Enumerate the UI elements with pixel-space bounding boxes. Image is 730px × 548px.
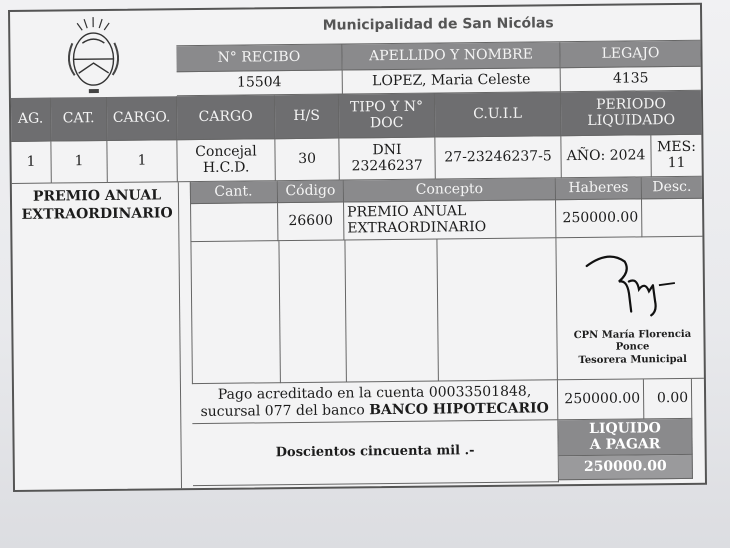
item-haberes: 250000.00 [556,199,642,238]
anio-value: AÑO: 2024 [561,135,651,178]
cargo-code-value: 1 [107,140,177,183]
periodo-header: PERIODO LIQUIDADO [561,91,701,136]
legajo-header: LEGAJO [560,41,700,68]
cat-value: 1 [51,141,107,184]
signature-icon [578,241,679,322]
hs-header: H/S [275,95,339,140]
nombre-value: LOPEZ, Maria Celeste [343,68,561,94]
ag-value: 1 [11,142,51,184]
coat-of-arms-icon [60,13,127,98]
liquido-label: LIQUIDO A PAGAR [558,419,692,456]
cant-header: Cant. [190,181,278,204]
recibo-value: 15504 [177,70,343,96]
cat-header: CAT. [51,97,107,142]
item-desc [642,199,702,238]
liquido-value: 250000.00 [559,455,693,480]
haberes-header: Haberes [556,177,642,200]
concepto-header: Concepto [344,178,556,202]
cuil-header: C.U.I.L [435,92,561,137]
recibo-header: N° RECIBO [176,45,342,73]
cargo-value: Concejal H.C.D. [177,139,275,182]
item-codigo: 26600 [278,202,344,241]
payment-text: Pago acreditado en la cuenta 00033501848, sucursal 077 del banco [200,383,532,420]
signature-role: Tesorera Municipal [578,353,687,367]
tipo-doc-header: TIPO Y N° DOC [339,94,435,139]
pay-receipt [8,3,707,492]
payment-info [192,380,558,424]
cargo-header: CARGO [177,95,275,140]
signature-name: CPN María Florencia Ponce [573,328,692,353]
item-cant [190,203,278,242]
desc-header: Desc. [642,177,702,200]
payment-bank: BANCO HIPOTECARIO [369,399,549,418]
mes-value: MES: 11 [651,135,701,178]
apellido-header: APELLIDO Y NOMBRE [342,42,560,70]
total-haberes: 250000.00 [558,379,644,420]
tipo-doc-value: DNI 23246237 [339,138,435,181]
municipality-title: Municipalidad de San Nicólas [176,5,700,46]
total-desc: 0.00 [644,379,692,420]
legajo-value: 4135 [561,67,701,92]
ag-header: AG. [11,98,51,142]
cargo-code-header: CARGO. [107,96,177,141]
items-empty-area [190,238,557,384]
hs-value: 30 [275,139,339,182]
cuil-value: 27-23246237-5 [435,136,561,179]
codigo-header: Código [278,180,344,203]
section-title: PREMIO ANUAL EXTRAORDINARIO [21,187,173,223]
amount-words: Doscientos cincuenta mil .- [192,420,559,486]
item-concepto: PREMIO ANUAL EXTRAORDINARIO [344,200,556,240]
